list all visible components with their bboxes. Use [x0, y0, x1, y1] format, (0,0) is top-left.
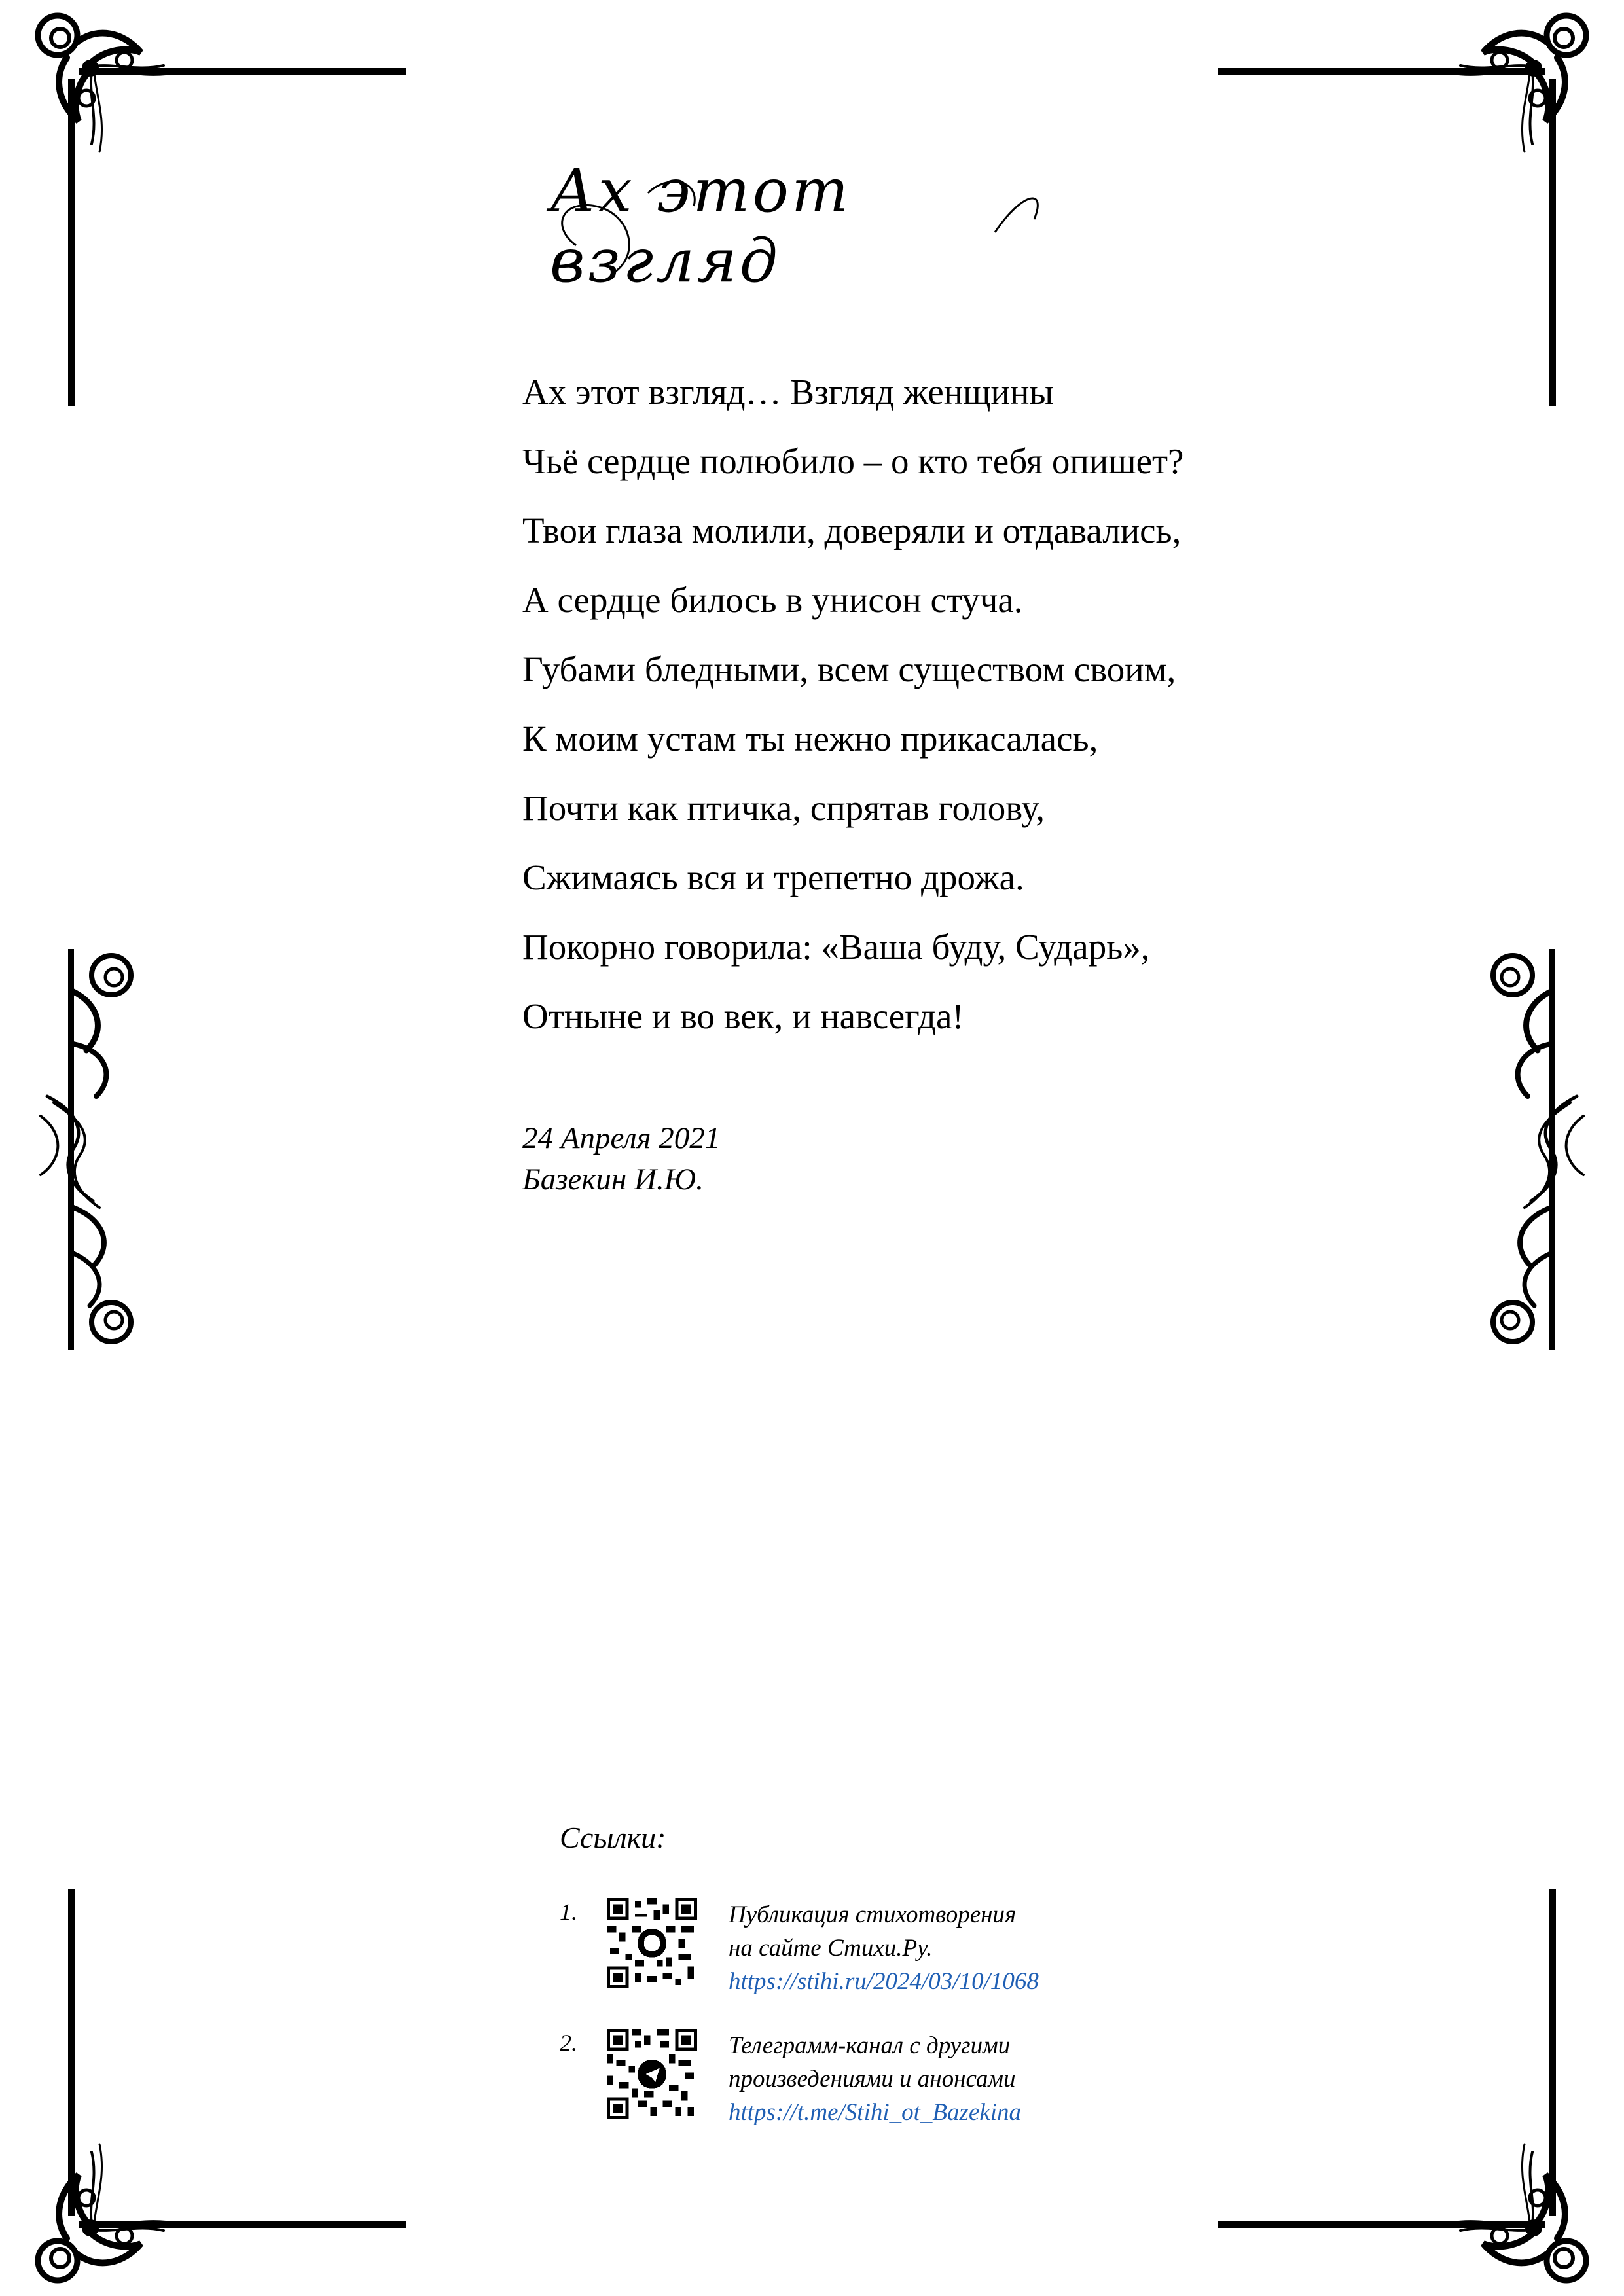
- poem-line: К моим устам ты нежно прикасалась,: [522, 719, 1098, 759]
- link-item: [560, 2021, 1214, 2152]
- link-description: [729, 1898, 1039, 1998]
- link-url[interactable]: https://t.me/Stihi_ot_Bazekina: [729, 2099, 1022, 2126]
- signature-block: [522, 1118, 720, 1200]
- poem-line: Губами бледными, всем существом своим,: [522, 649, 1176, 689]
- link-url[interactable]: https://stihi.ru/2024/03/10/1068: [729, 1968, 1039, 1995]
- page-title: [550, 156, 1074, 296]
- link-description: [729, 2029, 1021, 2129]
- link-number: 1.: [560, 1899, 577, 1925]
- poem: [522, 357, 1373, 1051]
- link-line: Телеграмм-канал с другими: [729, 2032, 1011, 2059]
- side-ornament-icon: [1479, 946, 1590, 1352]
- corner-flourish-icon: [26, 2132, 190, 2296]
- qr-code-icon[interactable]: [607, 1898, 697, 1988]
- link-line: Публикация стихотворения: [729, 1901, 1017, 1928]
- signature-author: Базекин И.Ю.: [522, 1162, 704, 1196]
- poem-line: Сжимаясь вся и трепетно дрожа.: [522, 857, 1024, 897]
- poem-line: Отныне и во век, и навсегда!: [522, 996, 964, 1036]
- links-section: [560, 1818, 1214, 2152]
- corner-flourish-icon: [1434, 0, 1598, 164]
- qr-code-icon[interactable]: [607, 2029, 697, 2119]
- signature-date: 24 Апреля 2021: [522, 1121, 721, 1155]
- poem-line: Покорно говорила: «Ваша буду, Сударь»,: [522, 927, 1150, 967]
- title-text: Ах этот взгляд: [550, 156, 852, 296]
- corner-flourish-icon: [1434, 2132, 1598, 2296]
- poem-line: Ах этот взгляд… Взгляд женщины: [522, 372, 1054, 412]
- link-number: 2.: [560, 2030, 577, 2056]
- link-item: [560, 1890, 1214, 2021]
- poem-line: Твои глаза молили, доверяли и отдавались,: [522, 511, 1182, 550]
- link-line: на сайте Стихи.Ру.: [729, 1935, 933, 1962]
- side-ornament-icon: [34, 946, 145, 1352]
- poem-line: Почти как птичка, спрятав голову,: [522, 788, 1045, 828]
- poem-line: А сердце билось в унисон стуча.: [522, 580, 1023, 620]
- corner-flourish-icon: [26, 0, 190, 164]
- links-heading: Ссылки:: [560, 1821, 666, 1854]
- poem-line: Чьё сердце полюбило – о кто тебя опишет?: [522, 441, 1184, 481]
- link-line: произведениями и анонсами: [729, 2066, 1016, 2092]
